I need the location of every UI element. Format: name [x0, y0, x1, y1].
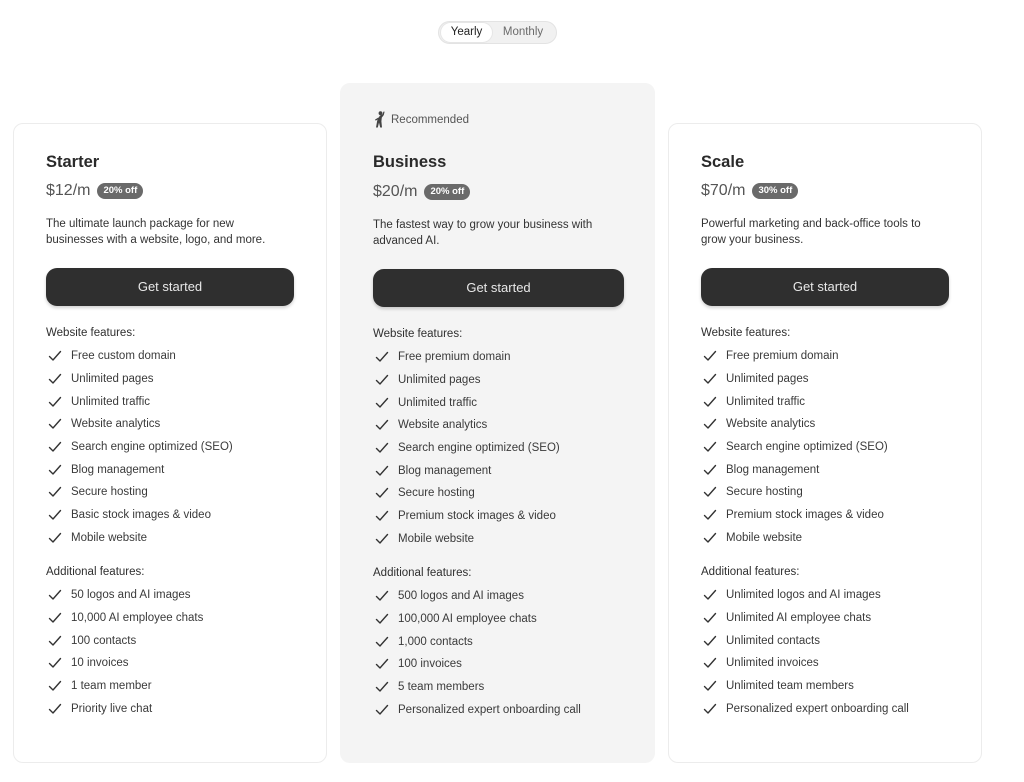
- check-icon: [375, 590, 389, 602]
- feature-label: 10,000 AI employee chats: [71, 612, 204, 625]
- check-icon: [703, 350, 717, 362]
- plan-name: Scale: [701, 153, 745, 171]
- feature-item: [375, 482, 560, 505]
- feature-item: [375, 414, 560, 437]
- feature-item: [48, 584, 203, 607]
- check-icon: [48, 703, 62, 715]
- check-icon: [703, 464, 717, 476]
- check-icon: [375, 681, 389, 693]
- check-icon: [375, 613, 389, 625]
- check-icon: [48, 486, 62, 498]
- plan-name: Starter: [46, 153, 100, 171]
- feature-label: Search engine optimized (SEO): [71, 441, 233, 454]
- check-icon: [48, 589, 62, 601]
- check-icon: [375, 374, 389, 386]
- check-icon: [48, 509, 62, 521]
- plan-description-line: Powerful marketing and back-office tools to: [701, 218, 921, 230]
- check-icon: [48, 464, 62, 476]
- feature-label: Blog management: [726, 463, 820, 476]
- plan-description: [701, 216, 921, 248]
- check-icon: [48, 612, 62, 624]
- feature-label: Unlimited AI employee chats: [726, 612, 872, 625]
- feature-label: Mobile website: [71, 531, 148, 544]
- feature-label: Free premium domain: [398, 351, 511, 364]
- get-started-button[interactable]: Get started: [373, 269, 624, 307]
- plan-name: Business: [373, 153, 447, 171]
- feature-item: [48, 345, 233, 368]
- feature-label: Unlimited traffic: [398, 396, 478, 409]
- feature-item: [375, 653, 581, 676]
- feature-item: [48, 629, 203, 652]
- check-icon: [703, 635, 717, 647]
- feature-label: Premium stock images & video: [398, 510, 556, 523]
- check-icon: [375, 397, 389, 409]
- check-icon: [703, 703, 717, 715]
- feature-label: Mobile website: [726, 531, 803, 544]
- feature-item: [703, 345, 888, 368]
- check-icon: [48, 532, 62, 544]
- check-icon: [703, 373, 717, 385]
- check-icon: [375, 636, 389, 648]
- additional-features-list: [48, 584, 203, 720]
- feature-label: Search engine optimized (SEO): [398, 442, 560, 455]
- feature-item: [703, 458, 888, 481]
- check-icon: [48, 396, 62, 408]
- check-icon: [703, 532, 717, 544]
- feature-item: [375, 585, 581, 608]
- feature-item: [48, 527, 233, 550]
- feature-item: [375, 459, 560, 482]
- feature-item: [703, 697, 909, 720]
- feature-item: [48, 504, 233, 527]
- feature-item: [48, 368, 233, 391]
- feature-item: [48, 413, 233, 436]
- discount-badge: 20% off: [424, 184, 470, 200]
- feature-item: [48, 675, 203, 698]
- feature-item: [375, 505, 560, 528]
- feature-item: [375, 698, 581, 721]
- check-icon: [48, 418, 62, 430]
- check-icon: [703, 612, 717, 624]
- feature-label: Priority live chat: [71, 702, 153, 715]
- check-icon: [375, 510, 389, 522]
- discount-badge: 20% off: [97, 183, 143, 199]
- plan-description: [373, 217, 592, 249]
- feature-label: Search engine optimized (SEO): [726, 441, 888, 454]
- feature-item: [703, 436, 888, 459]
- price-row: [373, 183, 470, 201]
- plan-description-line: businesses with a website, logo, and more.: [46, 234, 266, 246]
- check-icon: [703, 441, 717, 453]
- check-icon: [48, 350, 62, 362]
- feature-label: 50 logos and AI images: [71, 589, 191, 602]
- feature-label: 100 invoices: [398, 658, 462, 671]
- check-icon: [375, 658, 389, 670]
- check-icon: [703, 396, 717, 408]
- check-icon: [375, 419, 389, 431]
- recommended-label: Recommended: [391, 113, 469, 126]
- get-started-button[interactable]: Get started: [46, 268, 294, 306]
- feature-label: Unlimited traffic: [71, 395, 151, 408]
- feature-item: [48, 652, 203, 675]
- additional-features-list: [375, 585, 581, 721]
- feature-label: Basic stock images & video: [71, 509, 211, 522]
- feature-item: [48, 390, 233, 413]
- feature-label: Secure hosting: [71, 486, 148, 499]
- feature-label: 100,000 AI employee chats: [398, 613, 537, 626]
- feature-label: Website analytics: [398, 419, 488, 432]
- additional-features-list: [703, 584, 909, 720]
- feature-item: [703, 413, 888, 436]
- feature-item: [48, 458, 233, 481]
- feature-label: Website analytics: [71, 418, 161, 431]
- check-icon: [48, 441, 62, 453]
- feature-label: Unlimited team members: [726, 680, 854, 693]
- check-icon: [48, 635, 62, 647]
- feature-item: [703, 481, 888, 504]
- feature-item: [48, 607, 203, 630]
- feature-item: [48, 481, 233, 504]
- feature-item: [703, 390, 888, 413]
- check-icon: [375, 487, 389, 499]
- price-row: [701, 182, 798, 200]
- feature-item: [375, 369, 560, 392]
- plan-price: $12/m: [46, 182, 91, 199]
- feature-item: [703, 675, 909, 698]
- feature-label: Free premium domain: [726, 350, 839, 363]
- discount-badge: 30% off: [752, 183, 798, 199]
- website-features-title: Website features:: [373, 328, 463, 340]
- feature-label: Unlimited traffic: [726, 395, 806, 408]
- plan-price: $20/m: [373, 183, 418, 200]
- feature-item: [703, 527, 888, 550]
- feature-item: [375, 630, 581, 653]
- price-row: [46, 182, 143, 200]
- feature-label: Unlimited contacts: [726, 634, 820, 647]
- feature-label: Unlimited logos and AI images: [726, 589, 881, 602]
- feature-label: Personalized expert onboarding call: [726, 702, 909, 715]
- feature-item: [703, 652, 909, 675]
- feature-label: Unlimited pages: [726, 373, 809, 386]
- website-features-title: Website features:: [701, 327, 791, 339]
- website-features-list: [703, 345, 888, 549]
- check-icon: [48, 680, 62, 692]
- check-icon: [703, 418, 717, 430]
- feature-item: [703, 368, 888, 391]
- check-icon: [703, 657, 717, 669]
- feature-label: Personalized expert onboarding call: [398, 703, 581, 716]
- toggle-yearly[interactable]: Yearly: [441, 23, 492, 42]
- toggle-monthly[interactable]: Monthly: [502, 26, 544, 38]
- recommended-tag: [373, 111, 469, 128]
- feature-item: [48, 697, 203, 720]
- feature-label: 100 contacts: [71, 634, 137, 647]
- feature-label: Secure hosting: [726, 486, 803, 499]
- feature-label: Secure hosting: [398, 487, 475, 500]
- check-icon: [375, 704, 389, 716]
- plan-description: [46, 216, 265, 248]
- feature-label: Blog management: [71, 463, 165, 476]
- check-icon: [48, 657, 62, 669]
- feature-label: Premium stock images & video: [726, 509, 884, 522]
- plan-card-scale: [668, 123, 982, 763]
- feature-label: 500 logos and AI images: [398, 590, 524, 603]
- website-features-title: Website features:: [46, 327, 136, 339]
- plan-card-business: [340, 83, 655, 763]
- feature-item: [703, 504, 888, 527]
- feature-item: [375, 676, 581, 699]
- feature-item: [48, 436, 233, 459]
- plan-description-line: grow your business.: [701, 234, 804, 246]
- feature-label: Unlimited invoices: [726, 657, 819, 670]
- feature-label: Website analytics: [726, 418, 816, 431]
- website-features-list: [375, 346, 560, 550]
- feature-item: [375, 391, 560, 414]
- check-icon: [375, 465, 389, 477]
- feature-label: Mobile website: [398, 532, 475, 545]
- check-icon: [703, 509, 717, 521]
- feature-item: [703, 629, 909, 652]
- feature-label: 1,000 contacts: [398, 635, 473, 648]
- plan-card-starter: [13, 123, 327, 763]
- check-icon: [48, 373, 62, 385]
- feature-item: [375, 608, 581, 631]
- person-waving-icon: [373, 111, 385, 128]
- additional-features-title: Additional features:: [46, 566, 145, 578]
- additional-features-title: Additional features:: [701, 566, 800, 578]
- feature-item: [375, 528, 560, 551]
- check-icon: [375, 533, 389, 545]
- check-icon: [375, 351, 389, 363]
- check-icon: [703, 680, 717, 692]
- plan-description-line: advanced AI.: [373, 235, 440, 247]
- billing-toggle[interactable]: [438, 21, 557, 44]
- plan-price: $70/m: [701, 182, 746, 199]
- feature-label: Unlimited pages: [71, 373, 154, 386]
- check-icon: [703, 486, 717, 498]
- feature-label: Free custom domain: [71, 350, 176, 363]
- feature-label: 1 team member: [71, 680, 152, 693]
- feature-item: [375, 437, 560, 460]
- website-features-list: [48, 345, 233, 549]
- feature-label: 10 invoices: [71, 657, 129, 670]
- feature-label: Blog management: [398, 464, 492, 477]
- feature-item: [703, 607, 909, 630]
- check-icon: [703, 589, 717, 601]
- get-started-button[interactable]: Get started: [701, 268, 949, 306]
- check-icon: [375, 442, 389, 454]
- feature-label: 5 team members: [398, 681, 485, 694]
- additional-features-title: Additional features:: [373, 567, 472, 579]
- feature-label: Unlimited pages: [398, 374, 481, 387]
- feature-item: [703, 584, 909, 607]
- plan-description-line: The fastest way to grow your business with: [373, 219, 593, 231]
- plan-description-line: The ultimate launch package for new: [46, 218, 234, 230]
- feature-item: [375, 346, 560, 369]
